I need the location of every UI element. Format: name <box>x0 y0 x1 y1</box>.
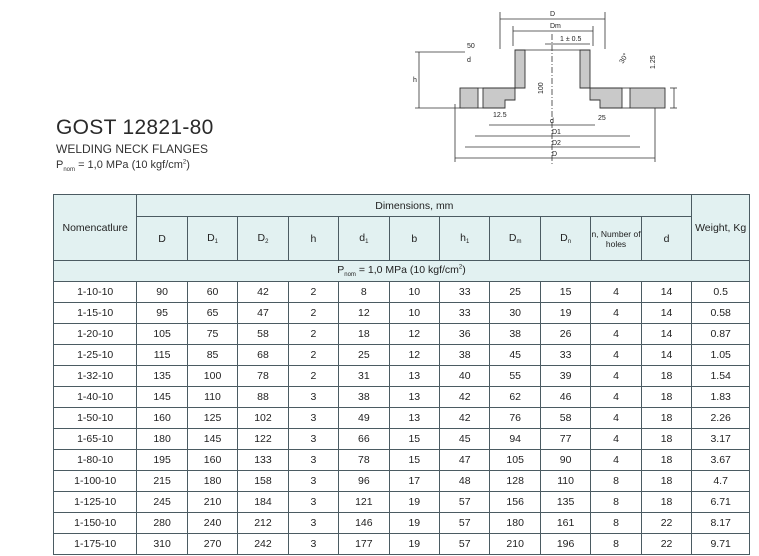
table-row <box>54 534 750 555</box>
table-cell: 1-40-10 <box>54 387 137 408</box>
table-cell: 121 <box>339 492 389 513</box>
table-cell: 13 <box>389 408 439 429</box>
table-cell: 180 <box>490 513 540 534</box>
table-cell: 18 <box>641 471 692 492</box>
column-header-main: D <box>257 232 266 244</box>
table-cell: 19 <box>389 513 439 534</box>
table-cell: 42 <box>238 282 288 303</box>
column-header-sub: 2 <box>265 239 269 245</box>
table-cell: 22 <box>641 534 692 555</box>
column-header <box>490 217 540 261</box>
table-row <box>54 387 750 408</box>
table-cell: 4 <box>591 450 641 471</box>
pressure-sub: nom <box>63 167 76 174</box>
page-subtitle: WELDING NECK FLANGES <box>56 142 209 156</box>
table-cell: 95 <box>137 303 187 324</box>
table-cell: 270 <box>187 534 237 555</box>
header-weight: Weight, Kg <box>692 195 750 261</box>
table-cell: 0.5 <box>692 282 750 303</box>
column-header-main: D <box>158 232 166 245</box>
column-header <box>187 217 237 261</box>
table-cell: 36 <box>440 324 490 345</box>
table-cell: 4 <box>591 429 641 450</box>
table-cell: 58 <box>540 408 590 429</box>
table-cell: 145 <box>187 429 237 450</box>
dim-tolerance: 1 ± 0.5 <box>560 36 582 43</box>
dim-D-bottom: D <box>552 151 558 158</box>
table-cell: 115 <box>137 345 187 366</box>
flange-drawing <box>405 4 755 169</box>
table-cell: 2 <box>288 366 338 387</box>
table-cell: 96 <box>339 471 389 492</box>
table-cell: 13 <box>389 387 439 408</box>
table-cell: 47 <box>238 303 288 324</box>
table-cell: 2 <box>288 282 338 303</box>
table-cell: 1-65-10 <box>54 429 137 450</box>
table-cell: 8 <box>591 471 641 492</box>
table-cell: 42 <box>440 387 490 408</box>
label-12-5: 12.5 <box>493 112 507 119</box>
table-cell: 210 <box>187 492 237 513</box>
table-cell: 3 <box>288 471 338 492</box>
table-cell: 12 <box>339 303 389 324</box>
table-cell: 15 <box>540 282 590 303</box>
table-cell: 0.58 <box>692 303 750 324</box>
table-cell: 100 <box>187 366 237 387</box>
table-cell: 1-175-10 <box>54 534 137 555</box>
prow-end: ) <box>462 263 466 276</box>
table-cell: 10 <box>389 282 439 303</box>
prow-p: P <box>337 263 345 276</box>
table-cell: 94 <box>490 429 540 450</box>
angle-small-label: 1.25 <box>650 55 657 69</box>
table-cell: 196 <box>540 534 590 555</box>
table-cell: 45 <box>440 429 490 450</box>
table-cell: 1.54 <box>692 366 750 387</box>
table-cell: 146 <box>339 513 389 534</box>
pressure-label <box>56 159 214 173</box>
table-cell: 4 <box>591 324 641 345</box>
table-row <box>54 282 750 303</box>
table-cell: 8 <box>591 513 641 534</box>
column-header-main: b <box>411 232 418 245</box>
header-nomenclature: Nomencatlure <box>54 195 137 261</box>
table-cell: 33 <box>440 303 490 324</box>
column-header-main: h <box>460 232 466 244</box>
table-cell: 177 <box>339 534 389 555</box>
table-cell: 10 <box>389 303 439 324</box>
table-cell: 19 <box>389 492 439 513</box>
roughness-label: 50 <box>467 43 475 50</box>
table-cell: 184 <box>238 492 288 513</box>
table-cell: 14 <box>641 345 692 366</box>
table-cell: 46 <box>540 387 590 408</box>
table-cell: 105 <box>137 324 187 345</box>
dim-d-bottom: d <box>550 118 554 125</box>
table-cell: 76 <box>490 408 540 429</box>
table-cell: 90 <box>540 450 590 471</box>
table-row <box>54 492 750 513</box>
header-dimensions: Dimensions, mm <box>137 195 692 217</box>
table-cell: 14 <box>641 282 692 303</box>
table-cell: 215 <box>137 471 187 492</box>
table-cell: 6.71 <box>692 492 750 513</box>
table-cell: 8 <box>591 492 641 513</box>
small-d-label: d <box>467 57 471 64</box>
table-cell: 0.87 <box>692 324 750 345</box>
table-cell: 210 <box>490 534 540 555</box>
table-cell: 14 <box>641 324 692 345</box>
table-row <box>54 471 750 492</box>
table-row <box>54 303 750 324</box>
table-cell: 310 <box>137 534 187 555</box>
table-cell: 90 <box>137 282 187 303</box>
column-header-sub: 1 <box>214 239 218 245</box>
table-cell: 3 <box>288 492 338 513</box>
table-cell: 26 <box>540 324 590 345</box>
table-cell: 1-20-10 <box>54 324 137 345</box>
table-cell: 25 <box>490 282 540 303</box>
table-cell: 75 <box>187 324 237 345</box>
roughness-label-2: 100 <box>538 82 545 94</box>
column-header-main: d <box>663 232 670 245</box>
column-header-main: D <box>508 232 517 244</box>
table-cell: 122 <box>238 429 288 450</box>
column-header <box>339 217 389 261</box>
column-header <box>137 217 187 261</box>
table-cell: 161 <box>540 513 590 534</box>
table-cell: 4 <box>591 366 641 387</box>
table-cell: 1-100-10 <box>54 471 137 492</box>
table-cell: 12 <box>389 345 439 366</box>
column-header-sub: 1 <box>365 239 369 245</box>
dim-D-top: D <box>550 11 556 18</box>
table-cell: 2.26 <box>692 408 750 429</box>
table-cell: 15 <box>389 429 439 450</box>
column-header <box>288 217 338 261</box>
title-block <box>56 116 214 173</box>
table-cell: 1.05 <box>692 345 750 366</box>
table-cell: 180 <box>137 429 187 450</box>
page-title: GOST 12821-80 <box>56 116 214 139</box>
table-cell: 18 <box>339 324 389 345</box>
table-cell: 55 <box>490 366 540 387</box>
table-cell: 19 <box>389 534 439 555</box>
table-cell: 3 <box>288 429 338 450</box>
table-cell: 57 <box>440 534 490 555</box>
column-header-sub: m <box>516 239 522 245</box>
table-cell: 110 <box>187 387 237 408</box>
table-cell: 180 <box>187 471 237 492</box>
table-cell: 38 <box>440 345 490 366</box>
table-cell: 18 <box>641 408 692 429</box>
table-cell: 3.17 <box>692 429 750 450</box>
table-cell: 2 <box>288 324 338 345</box>
table-cell: 102 <box>238 408 288 429</box>
table-cell: 31 <box>339 366 389 387</box>
table-cell: 12 <box>389 324 439 345</box>
table-row <box>54 513 750 534</box>
table-cell: 85 <box>187 345 237 366</box>
prow-text: = 1,0 MPa (10 kgf/cm <box>355 263 459 276</box>
table-cell: 57 <box>440 492 490 513</box>
pressure-text: = 1,0 MPa (10 kgf/cm <box>75 159 183 171</box>
table-cell: 4 <box>591 387 641 408</box>
column-header <box>641 217 692 261</box>
table-cell: 1-150-10 <box>54 513 137 534</box>
table-cell: 195 <box>137 450 187 471</box>
table-cell: 25 <box>339 345 389 366</box>
table-cell: 45 <box>490 345 540 366</box>
table-cell: 60 <box>187 282 237 303</box>
table-cell: 49 <box>339 408 389 429</box>
table-cell: 125 <box>187 408 237 429</box>
table-cell: 158 <box>238 471 288 492</box>
table-cell: 58 <box>238 324 288 345</box>
table-cell: 33 <box>440 282 490 303</box>
prow-sup: 2 <box>458 264 463 271</box>
dimensions-table <box>53 194 750 555</box>
table-cell: 240 <box>187 513 237 534</box>
table-cell: 8 <box>339 282 389 303</box>
table-cell: 156 <box>490 492 540 513</box>
table-cell: 40 <box>440 366 490 387</box>
table-cell: 212 <box>238 513 288 534</box>
table-cell: 4 <box>591 282 641 303</box>
column-header <box>238 217 288 261</box>
angle-label: 30° <box>618 52 631 65</box>
table-cell: 68 <box>238 345 288 366</box>
table-cell: 77 <box>540 429 590 450</box>
table-cell: 4 <box>591 345 641 366</box>
table-cell: 1-15-10 <box>54 303 137 324</box>
column-header-main: h <box>310 232 317 245</box>
table-cell: 47 <box>440 450 490 471</box>
table-cell: 145 <box>137 387 187 408</box>
table-cell: 3 <box>288 408 338 429</box>
table-cell: 66 <box>339 429 389 450</box>
table-cell: 30 <box>490 303 540 324</box>
table-cell: 14 <box>641 303 692 324</box>
table-cell: 18 <box>641 429 692 450</box>
table-cell: 1-25-10 <box>54 345 137 366</box>
table-cell: 135 <box>137 366 187 387</box>
table-cell: 4 <box>591 303 641 324</box>
table-cell: 18 <box>641 450 692 471</box>
pressure-row <box>54 261 750 282</box>
table-cell: 78 <box>238 366 288 387</box>
table-cell: 280 <box>137 513 187 534</box>
table-cell: 18 <box>641 492 692 513</box>
h-label: h <box>413 77 417 84</box>
table-cell: 133 <box>238 450 288 471</box>
column-header-sub: 1 <box>465 239 470 245</box>
table-row <box>54 345 750 366</box>
dim-Dm-top: Dm <box>550 23 561 30</box>
column-header <box>540 217 590 261</box>
table-cell: 1-32-10 <box>54 366 137 387</box>
table-cell: 1-80-10 <box>54 450 137 471</box>
table-row <box>54 408 750 429</box>
pressure-p: P <box>56 159 64 171</box>
table-row <box>54 366 750 387</box>
table-cell: 3 <box>288 450 338 471</box>
table-cell: 1-50-10 <box>54 408 137 429</box>
table-row <box>54 429 750 450</box>
table-cell: 160 <box>187 450 237 471</box>
table-cell: 3 <box>288 387 338 408</box>
table-cell: 135 <box>540 492 590 513</box>
table-cell: 33 <box>540 345 590 366</box>
table-cell: 15 <box>389 450 439 471</box>
column-header <box>389 217 439 261</box>
column-header-main: D <box>207 232 215 244</box>
table-row <box>54 450 750 471</box>
column-header <box>440 217 490 261</box>
table-cell: 17 <box>389 471 439 492</box>
pressure-end: ) <box>186 159 190 171</box>
table-cell: 38 <box>339 387 389 408</box>
table-cell: 1-10-10 <box>54 282 137 303</box>
table-cell: 3 <box>288 534 338 555</box>
table-cell: 160 <box>137 408 187 429</box>
table-cell: 13 <box>389 366 439 387</box>
table-cell: 245 <box>137 492 187 513</box>
table-cell: 105 <box>490 450 540 471</box>
table-cell: 4 <box>591 408 641 429</box>
table-cell: 78 <box>339 450 389 471</box>
table-cell: 2 <box>288 345 338 366</box>
prow-sub: nom <box>344 272 356 279</box>
table-cell: 39 <box>540 366 590 387</box>
table-cell: 22 <box>641 513 692 534</box>
table-cell: 128 <box>490 471 540 492</box>
column-header-sub: n <box>567 239 572 245</box>
table-cell: 65 <box>187 303 237 324</box>
column-header-main: D <box>560 232 568 244</box>
pressure-sup: 2 <box>182 159 187 166</box>
table-cell: 57 <box>440 513 490 534</box>
label-25: 25 <box>598 115 606 122</box>
table-cell: 19 <box>540 303 590 324</box>
column-header-main: d <box>359 232 366 244</box>
table-cell: 38 <box>490 324 540 345</box>
table-cell: 3 <box>288 513 338 534</box>
table-cell: 1.83 <box>692 387 750 408</box>
table-cell: 4.7 <box>692 471 750 492</box>
table-cell: 8 <box>591 534 641 555</box>
table-cell: 18 <box>641 366 692 387</box>
column-header-main: n, Number of holes <box>591 228 641 249</box>
table-cell: 42 <box>440 408 490 429</box>
table-cell: 1-125-10 <box>54 492 137 513</box>
table-cell: 110 <box>540 471 590 492</box>
table-cell: 48 <box>440 471 490 492</box>
table-cell: 88 <box>238 387 288 408</box>
column-header <box>591 217 641 261</box>
table-cell: 62 <box>490 387 540 408</box>
dim-D1-bottom: D1 <box>552 129 561 136</box>
table-row <box>54 324 750 345</box>
table-cell: 9.71 <box>692 534 750 555</box>
table-cell: 2 <box>288 303 338 324</box>
table-cell: 3.67 <box>692 450 750 471</box>
table-cell: 18 <box>641 387 692 408</box>
table-cell: 8.17 <box>692 513 750 534</box>
dim-D2-bottom: D2 <box>552 140 561 147</box>
table-cell: 242 <box>238 534 288 555</box>
